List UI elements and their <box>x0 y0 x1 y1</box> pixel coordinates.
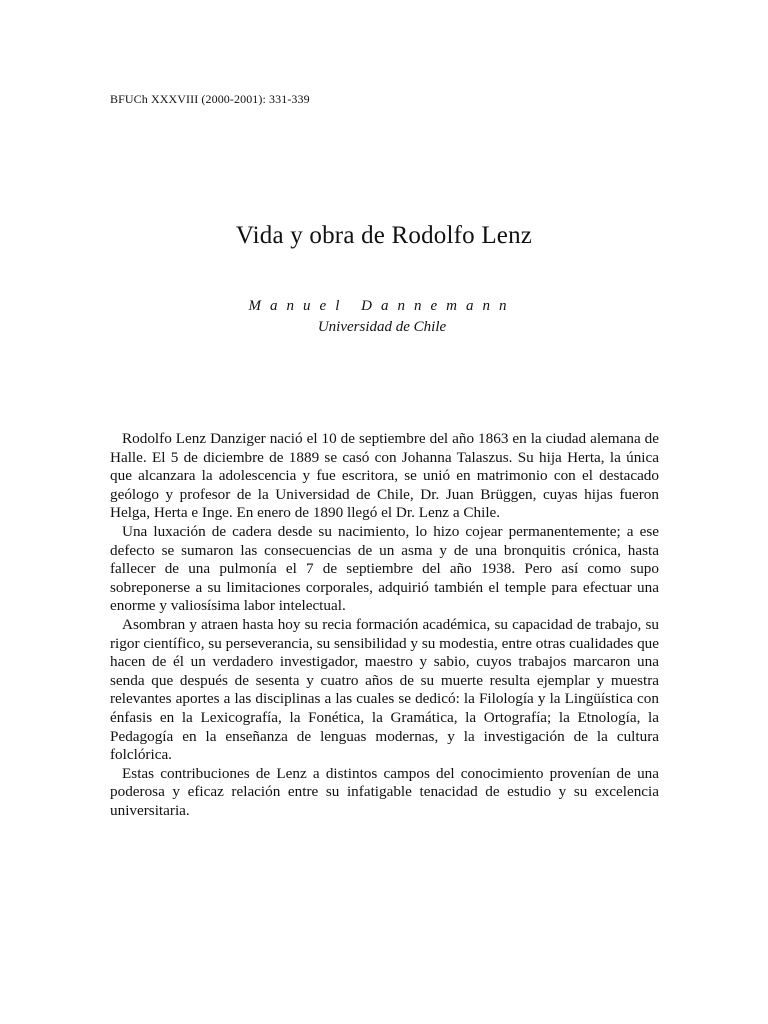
article-title: Vida y obra de Rodolfo Lenz <box>235 222 533 249</box>
author-affiliation: Universidad de Chile <box>317 319 447 335</box>
author-name: Manuel Dannemann <box>248 298 516 314</box>
paragraph: Estas contribuciones de Lenz a distintos campos del conocimiento provenían de una poderosa y eficaz relación entre su infatigable tenacidad de estudio y su excelencia universitaria. <box>110 764 659 819</box>
paragraph: Asombran y atraen hasta hoy su recia formación académica, su capacidad de trabajo, su rigor científico, su perseverancia, su sensibilidad y su modestia, entre otras cualidades que hacen de él un verdadero investigador, maestro y sabio, cuyos trabajos marcaron una senda que después de sesenta y cuatro años de su muerte resulta ejemplar y muestra relevantes aportes a las disciplinas a las cuales se dedicó: la Filología y la Lingüística con énfasis en la Lexicografía, la Fonética, la Gramática, la Ortografía; la Etnología, la Pedagogía en la enseñanza de lenguas modernas, y la investigación de la cultura folclórica. <box>110 615 659 764</box>
article-body <box>110 430 659 820</box>
paragraph: Rodolfo Lenz Danziger nació el 10 de septiembre del año 1863 en la ciudad alemana de Halle. El 5 de diciembre de 1889 se casó con Johanna Talaszus. Su hija Herta, la única que alcanzara la adolescencia y fue escritora, se unió en matrimonio con el destacado geólogo y profesor de la Universidad de Chile, Dr. Juan Brüggen, cuyas hijas fueron Helga, Herta e Inge. En enero de 1890 llegó el Dr. Lenz a Chile. <box>110 430 659 522</box>
journal-citation: BFUCh XXXVIII (2000-2001): 331-339 <box>110 92 310 106</box>
paragraph: Una luxación de cadera desde su nacimiento, lo hizo cojear permanentemente; a ese defecto se sumaron las consecuencias de un asma y de una bronquitis crónica, hasta fallecer de una pulmonía el 7 de septiembre del año 1938. Pero así como supo sobreponerse a su limitaciones corporales, adquirió también el temple para efectuar una enorme y valiosísima labor intelectual. <box>110 522 659 615</box>
